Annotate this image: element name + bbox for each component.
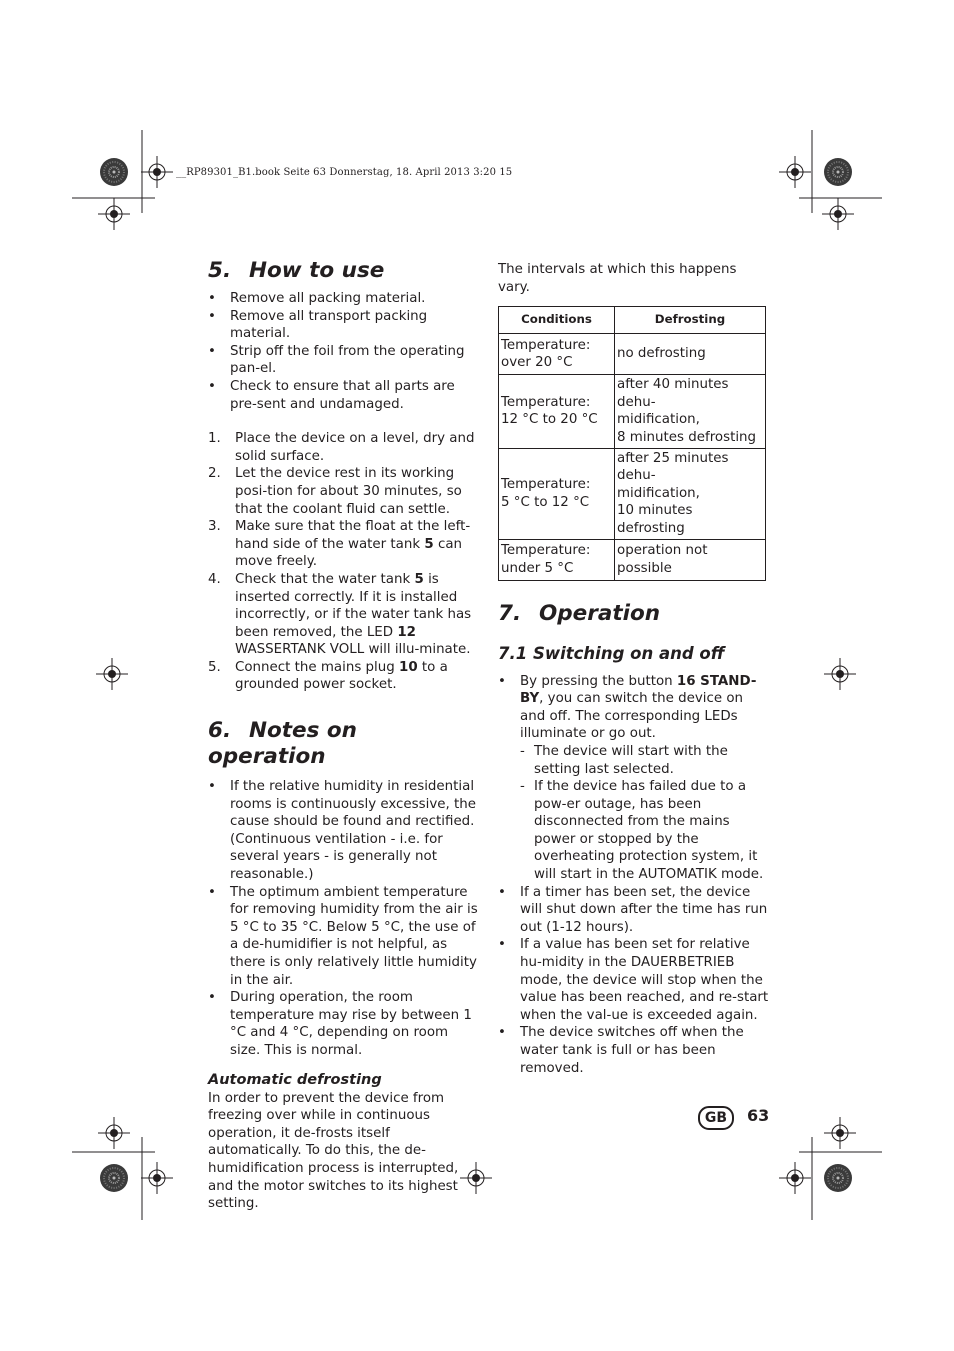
automatic-defrosting-heading: Automatic defrosting (208, 1071, 382, 1088)
section-7-title: Operation (539, 600, 661, 626)
list-item: 2. Let the device rest in its working posi-tion for about 30 minutes, so that the coolant fluid can settle. (208, 466, 462, 517)
list-item: • If the relative humidity in residential rooms is continuously excessive, the cause should be found and rectified. (Continuous ventilation - i.e. for several years - is generally not reasonable.) (208, 778, 482, 884)
table-row (499, 334, 766, 375)
section-7-number: 7. (498, 600, 522, 626)
right-column (498, 261, 770, 1077)
list-item: • Strip off the foil from the operating pan-el. (208, 343, 482, 378)
list-item: • By pressing the button 16 STAND-BY, you can switch the device on and off. The corresponding LEDs illuminate or go out. - The device will start with the setting last selected. - If the device has failed due to a pow-er outage, has been disconnected from the mains power or stopped by the overheating protection system, it will start in the AUTOMATIK mode. (498, 673, 770, 884)
page-number: 63 (747, 1106, 770, 1125)
table-cell: after 25 minutes dehu- midification, 10 minutes defrosting (615, 448, 766, 539)
section-6-heading (208, 718, 482, 770)
list-item: • Remove all transport packing material. (208, 308, 482, 343)
table-cell: Temperature: under 5 °C (499, 539, 615, 580)
table-row (499, 448, 766, 539)
table-cell: Temperature: 5 °C to 12 °C (499, 448, 615, 539)
list-item: • The device switches off when the water tank is full or has been removed. (498, 1024, 770, 1077)
unpacking-list (208, 290, 482, 413)
table-cell: no defrosting (615, 334, 766, 375)
list-item: - If the device has failed due to a pow-er outage, has been disconnected from the mains power or stopped by the overheating protection system, it will start in the AUTOMATIK mode. (520, 778, 770, 884)
section-7-heading (498, 601, 770, 627)
table-cell: Temperature: over 20 °C (499, 334, 615, 375)
list-item: 4. Check that the water tank 5 is inserted correctly. If it is installed incorrectly, or if the water tank has been removed, the LED 12 WASSERTANK VOLL will illu-minate. (208, 571, 472, 658)
table-cell: Temperature: 12 °C to 20 °C (499, 375, 615, 448)
intervals-text: The intervals at which this happens vary. (498, 262, 737, 295)
subsection-7-1-heading: 7.1 Switching on and off (498, 643, 725, 663)
section-5-number: 5. (208, 258, 232, 283)
table-header-row (499, 307, 766, 334)
left-column (208, 258, 482, 1213)
defrosting-table (498, 306, 766, 580)
list-item: 5. Connect the mains plug 10 to a grounded power socket. (208, 659, 448, 693)
section-6-title: Notes on operation (208, 718, 357, 770)
table-header-defrosting: Defrosting (615, 307, 766, 334)
list-item: 3. Make sure that the float at the left-hand side of the water tank 5 can move freely. (208, 519, 471, 570)
print-file-header: __RP89301_B1.book Seite 63 Donnerstag, 18. April 2013 3:20 15 (176, 167, 513, 178)
table-cell: after 40 minutes dehu- midification, 8 minutes defrosting (615, 375, 766, 448)
table-header-conditions: Conditions (499, 307, 615, 334)
list-item: • If a value has been set for relative hu-midity in the DAUERBETRIEB mode, the device will stop when the value has been reached, and re-start when the val-ue is exceeded again. (498, 936, 770, 1024)
list-item: • The optimum ambient temperature for removing humidity from the air is 5 °C to 35 °C. Below 5 °C, the use of a de-humidifier is not helpful, as there is only relatively little humidity in the air. (208, 884, 482, 990)
operation-notes-list (208, 778, 482, 1060)
section-6-number: 6. (208, 718, 232, 744)
setup-steps-list (208, 430, 482, 694)
section-5-heading (208, 258, 482, 284)
sub-list (520, 743, 770, 884)
list-item: • If a timer has been set, the device will shut down after the time has run out (1-12 hours). (498, 884, 770, 937)
table-row (499, 375, 766, 448)
section-5-title: How to use (249, 258, 385, 283)
list-item: 1. Place the device on a level, dry and solid surface. (208, 431, 475, 464)
language-badge: GB (698, 1106, 734, 1130)
switching-list (498, 673, 770, 1078)
list-item: • During operation, the room temperature may rise by between 1 °C and 4 °C, depending on room size. This is normal. (208, 989, 482, 1059)
table-row (499, 539, 766, 580)
table-cell: operation not possible (615, 539, 766, 580)
automatic-defrosting-text: In order to prevent the device from freezing over while in continuous operation, it de-frosts itself automatically. To do this, the de-humidification process is interrupted, and the motor switches to its highest setting. (208, 1090, 459, 1212)
list-item: • Check to ensure that all parts are pre-sent and undamaged. (208, 378, 482, 413)
list-item: - The device will start with the setting last selected. (520, 743, 770, 778)
list-item: • Remove all packing material. (208, 290, 482, 308)
